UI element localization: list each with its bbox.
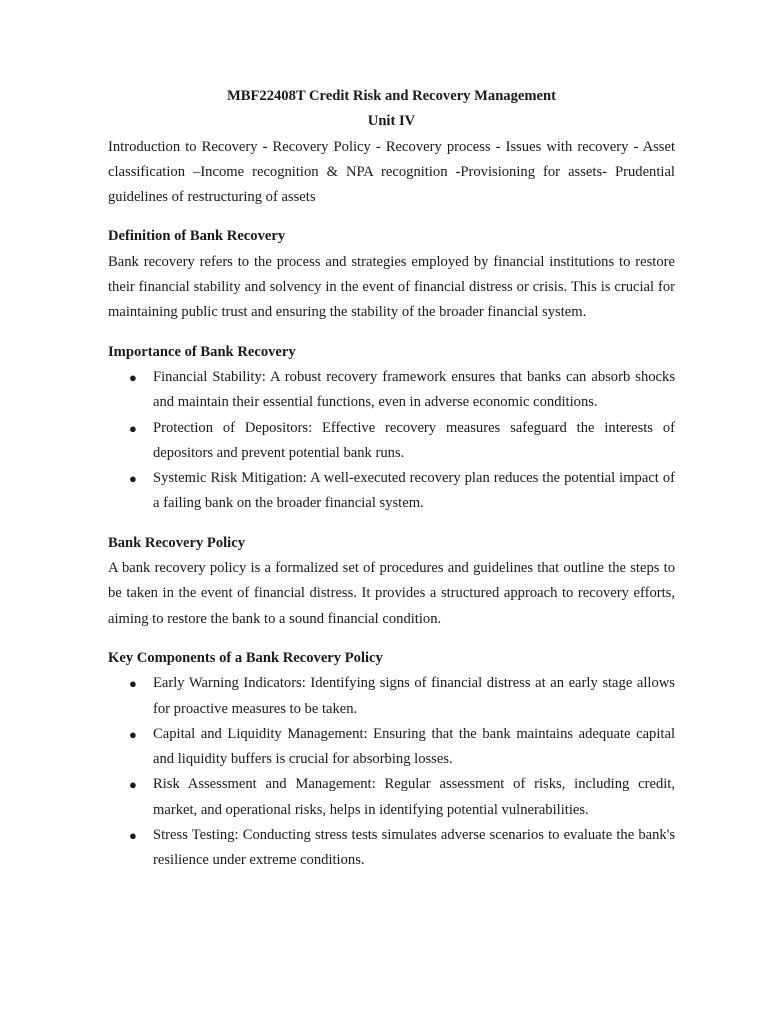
list-item <box>108 823 675 874</box>
document-page <box>108 84 675 874</box>
list-item-text: Protection of Depositors: Effective recovery measures safeguard the interests of depositors and prevent potential bank runs. <box>153 419 675 461</box>
bullet-icon: ● <box>129 676 137 692</box>
bullet-icon: ● <box>129 369 137 385</box>
list-item-text: Systemic Risk Mitigation: A well-executed recovery plan reduces the potential impact of a failing bank on the broader financial system. <box>153 470 675 512</box>
section-heading: Bank Recovery Policy <box>108 534 245 551</box>
section-importance <box>108 340 675 517</box>
section-heading: Key Components of a Bank Recovery Policy <box>108 649 383 666</box>
list-item-text: Early Warning Indicators: Identifying signs of financial distress at an early stage allows for proactive measures to be taken. <box>153 675 675 717</box>
document-title: MBF22408T Credit Risk and Recovery Management <box>226 88 556 104</box>
section-paragraph: A bank recovery policy is a formalized set of procedures and guidelines that outline the steps to be taken in the event of financial distress. It provides a structured approach to recovery efforts, aiming to restore the bank to a sound financial condition. <box>108 560 675 627</box>
section-paragraph: Bank recovery refers to the process and strategies employed by financial institutions to restore their financial stability and solvency in the event of financial distress or crisis. This is crucial for maintaining public trust and ensuring the stability of the broader financial system. <box>108 253 675 321</box>
list-item <box>108 772 675 823</box>
bullet-icon: ● <box>129 420 137 436</box>
section-heading: Definition of Bank Recovery <box>108 228 286 245</box>
list-item <box>108 466 675 517</box>
list-item <box>108 416 675 467</box>
list-item-text: Stress Testing: Conducting stress tests simulates adverse scenarios to evaluate the bank's resilience under extreme conditions. <box>153 827 675 869</box>
section-policy <box>108 531 675 632</box>
bullet-list <box>108 671 675 873</box>
list-item <box>108 722 675 773</box>
bullet-icon: ● <box>129 726 137 742</box>
section-key-components <box>108 646 675 874</box>
bullet-icon: ● <box>129 828 137 844</box>
list-item-text: Capital and Liquidity Management: Ensuring that the bank maintains adequate capital and liquidity buffers is crucial for absorbing losses. <box>153 725 675 768</box>
list-item <box>108 365 675 416</box>
list-item-text: Financial Stability: A robust recovery framework ensures that banks can absorb shocks and maintain their essential functions, even in adverse economic conditions. <box>153 368 675 411</box>
section-definition <box>108 224 675 325</box>
bullet-icon: ● <box>129 471 137 487</box>
list-item <box>108 671 675 722</box>
bullet-icon: ● <box>129 777 137 793</box>
bullet-list <box>108 365 675 517</box>
topics-list: Introduction to Recovery - Recovery Policy - Recovery process - Issues with recovery - Asset classification –Income recognition & NPA recognition -Provisioning for assets- Prudential guidelines of restructuring of assets <box>108 138 675 206</box>
unit-heading: Unit IV <box>367 113 416 130</box>
section-heading: Importance of Bank Recovery <box>108 343 296 360</box>
list-item-text: Risk Assessment and Management: Regular assessment of risks, including credit, market, and operational risks, helps in identifying potential vulnerabilities. <box>153 776 675 818</box>
